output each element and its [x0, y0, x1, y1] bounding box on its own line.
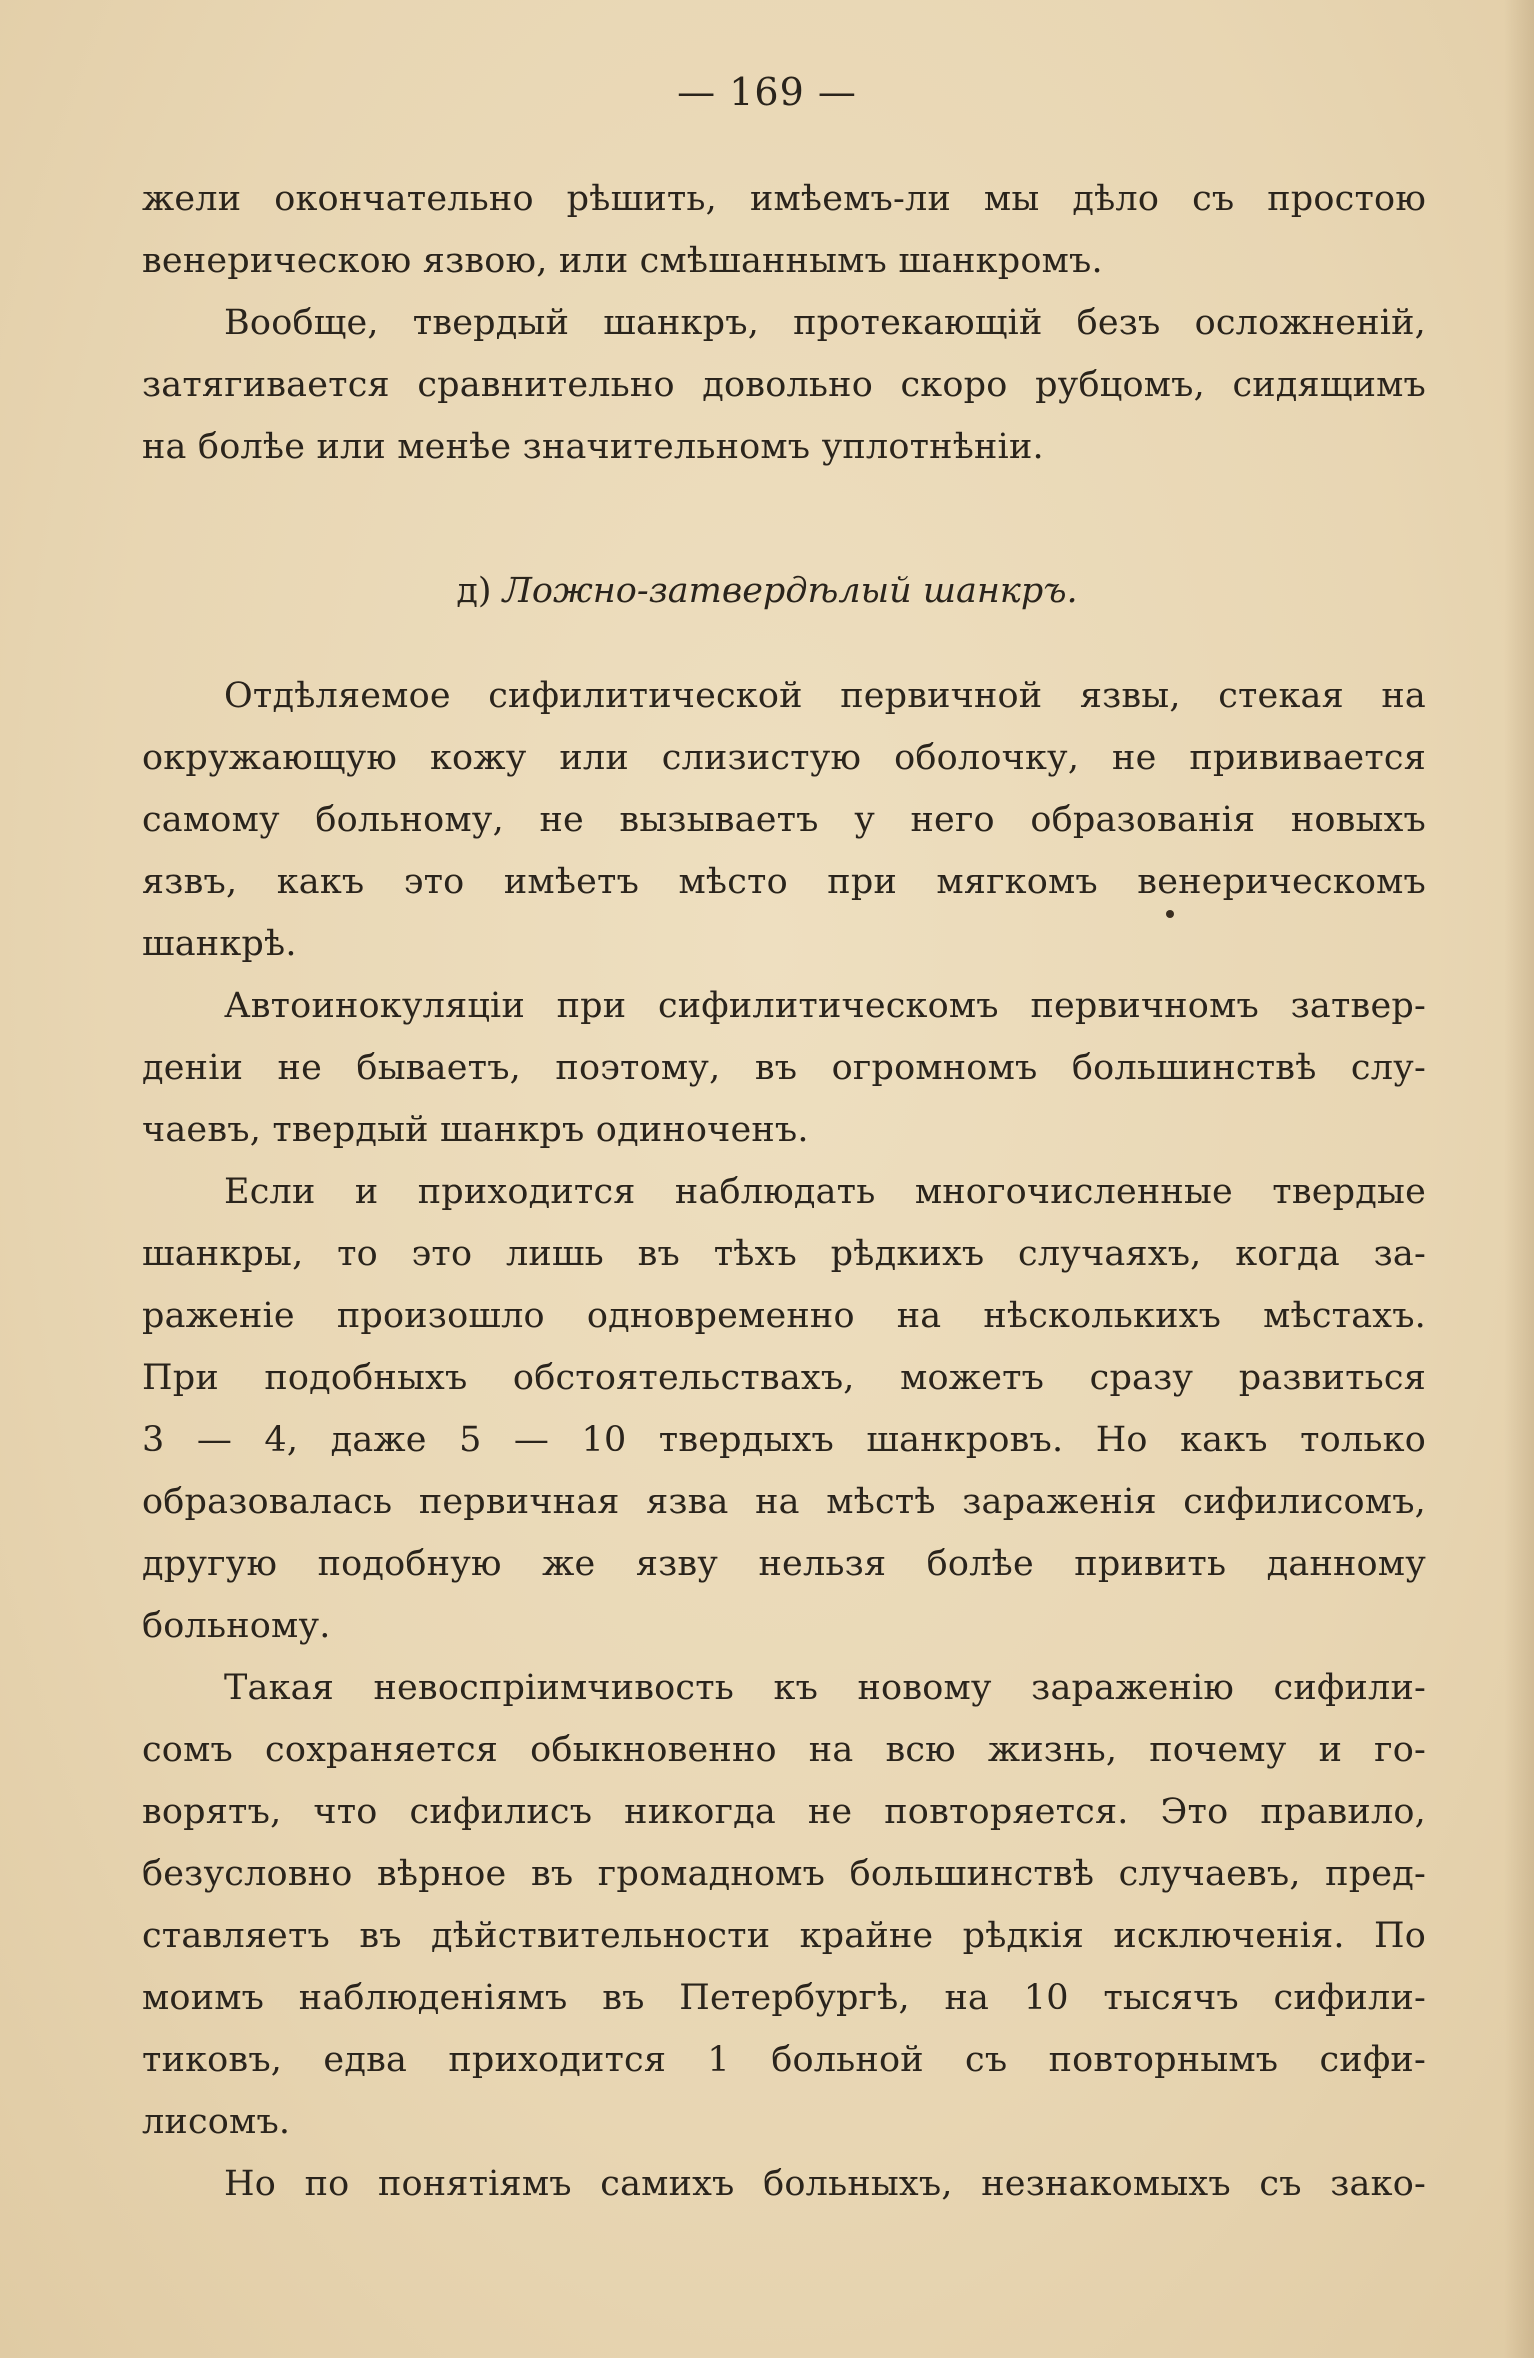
text-line: самому больному, не вызываетъ у него образованія новыхъ: [142, 800, 1426, 840]
text-line: тиковъ, едва приходится 1 больной съ повторнымъ сифи-: [142, 2040, 1426, 2080]
page-number: — 169 —: [677, 70, 857, 114]
section-heading-prefix: д): [456, 571, 492, 611]
text-line: Автоинокуляціи при сифилитическомъ первичномъ затвер-: [224, 986, 1426, 1026]
text-line: Но по понятіямъ самихъ больныхъ, незнакомыхъ съ зако-: [224, 2164, 1426, 2204]
text-line: на болѣе или менѣе значительномъ уплотнѣніи.: [142, 427, 1044, 467]
text-line: Если и приходится наблюдать многочисленные твердые: [224, 1172, 1426, 1212]
text-line: моимъ наблюденіямъ въ Петербургѣ, на 10 тысячъ сифили-: [142, 1978, 1426, 2018]
text-line: окружающую кожу или слизистую оболочку, не прививается: [142, 738, 1426, 778]
text-line: жели окончательно рѣшить, имѣемъ-ли мы дѣло съ простою: [142, 179, 1426, 219]
paragraph-block-top: [142, 168, 1426, 478]
text-line: затягивается сравнительно довольно скоро рубцомъ, сидящимъ: [142, 365, 1426, 405]
ink-speck: [1166, 910, 1174, 918]
text-line: лисомъ.: [142, 2102, 291, 2142]
text-line: ворятъ, что сифилисъ никогда не повторяется. Это правило,: [142, 1792, 1426, 1832]
text-line: сомъ сохраняется обыкновенно на всю жизнь, почему и го-: [142, 1730, 1426, 1770]
text-line: чаевъ, твердый шанкръ одиноченъ.: [142, 1110, 809, 1150]
text-line: шанкрѣ.: [142, 924, 297, 964]
text-line: раженіе произошло одновременно на нѣсколькихъ мѣстахъ.: [142, 1296, 1426, 1336]
text-line: 3 — 4, даже 5 — 10 твердыхъ шанкровъ. Но какъ только: [142, 1420, 1426, 1460]
text-line: шанкры, то это лишь въ тѣхъ рѣдкихъ случаяхъ, когда за-: [142, 1234, 1426, 1274]
text-line: язвъ, какъ это имѣетъ мѣсто при мягкомъ венерическомъ: [142, 862, 1426, 902]
text-line: Отдѣляемое сифилитической первичной язвы, стекая на: [224, 676, 1426, 716]
text-line: ставляетъ въ дѣйствительности крайне рѣдкія исключенія. По: [142, 1916, 1426, 1956]
text-line: больному.: [142, 1606, 331, 1646]
text-line: При подобныхъ обстоятельствахъ, можетъ сразу развиться: [142, 1358, 1426, 1398]
section-heading: [0, 560, 1534, 622]
section-heading-title: Ложно-затвердѣлый шанкръ.: [502, 571, 1078, 611]
paragraph-block-main: [142, 665, 1426, 2215]
text-line: деніи не бываетъ, поэтому, въ огромномъ большинствѣ слу-: [142, 1048, 1426, 1088]
text-line: Вообще, твердый шанкръ, протекающій безъ осложненій,: [224, 303, 1426, 343]
text-line: венерическою язвою, или смѣшаннымъ шанкромъ.: [142, 241, 1103, 281]
text-line: образовалась первичная язва на мѣстѣ зараженія сифилисомъ,: [142, 1482, 1426, 1522]
text-line: безусловно вѣрное въ громадномъ большинствѣ случаевъ, пред-: [142, 1854, 1426, 1894]
text-line: другую подобную же язву нельзя болѣе привить данному: [142, 1544, 1426, 1584]
page-edge-shadow: [1504, 0, 1534, 2358]
text-line: Такая невоспріимчивость къ новому зараженію сифили-: [224, 1668, 1426, 1708]
